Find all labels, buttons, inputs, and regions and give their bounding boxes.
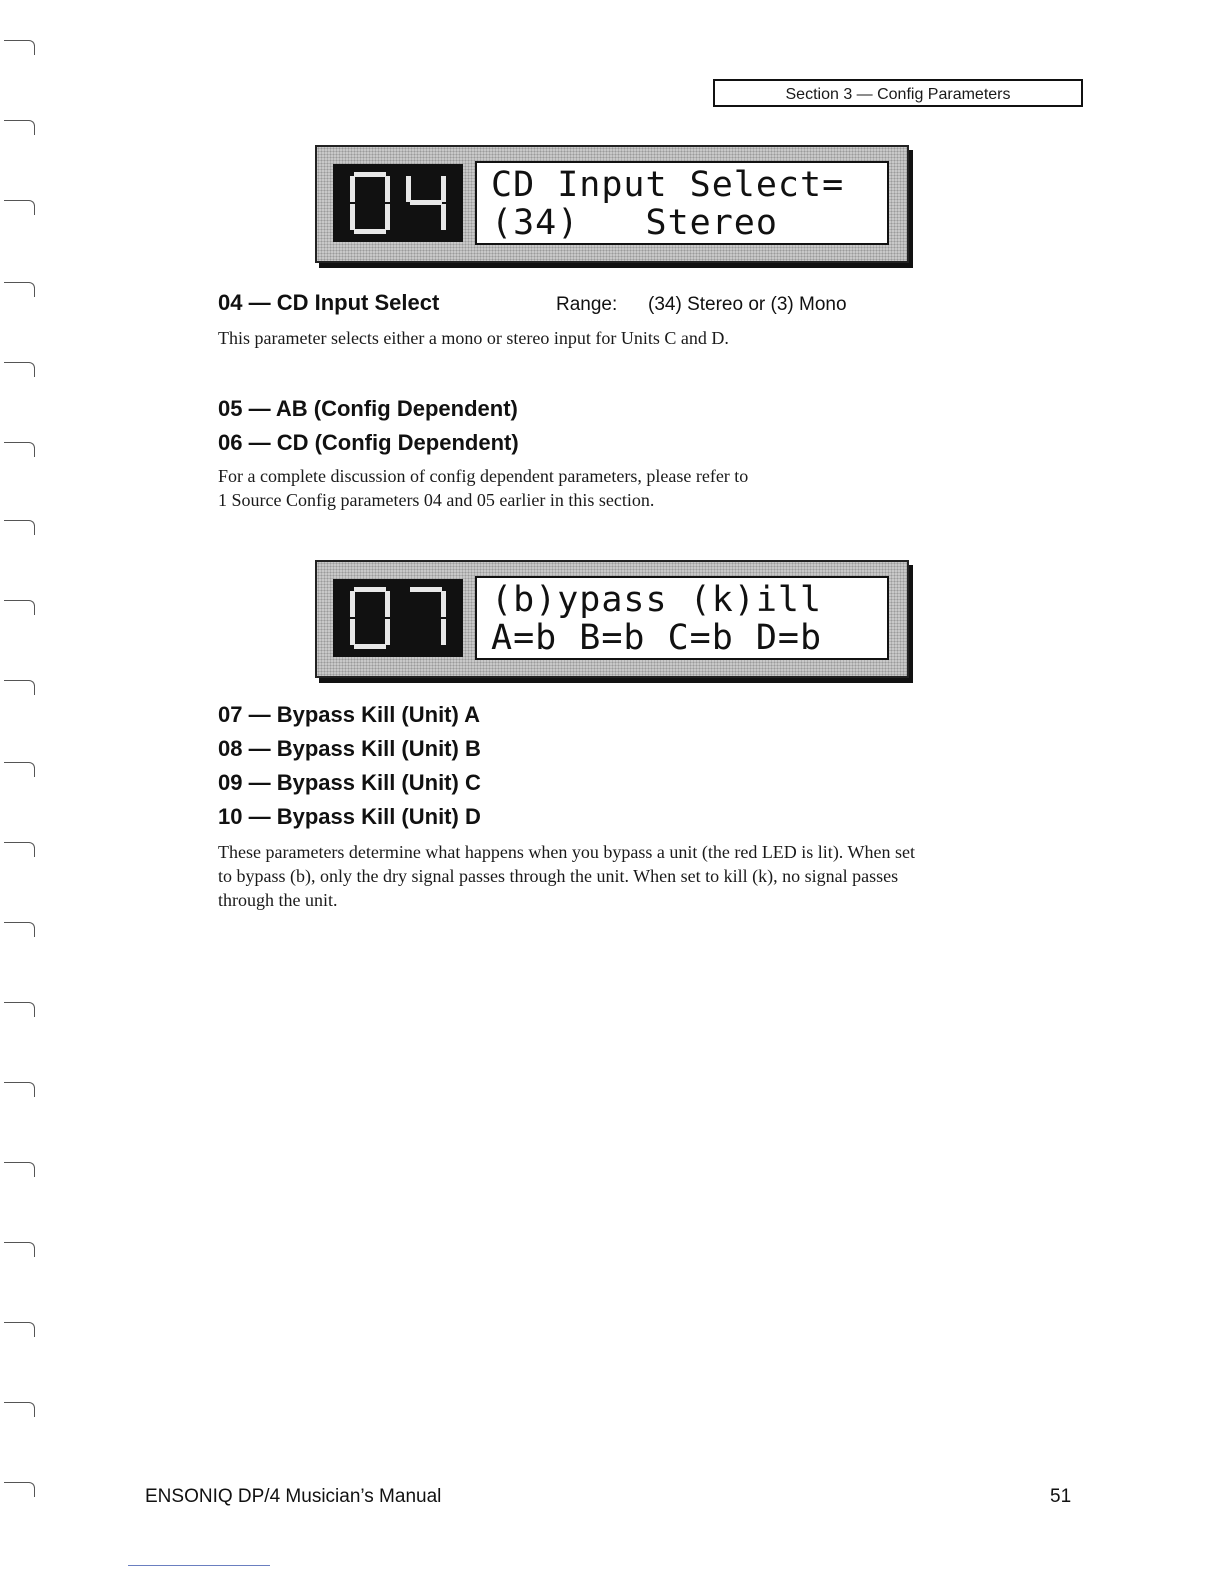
param-04-range-label: Range: xyxy=(556,294,618,315)
lcd-parameter-number xyxy=(333,164,463,242)
binding-mark xyxy=(4,600,35,615)
lcd-line-2: A=b B=b C=b D=b xyxy=(491,618,823,658)
lcd-line-1: (b)ypass (k)ill xyxy=(491,580,823,620)
lcd-text-screen xyxy=(475,576,889,660)
param-07-heading: 07 — Bypass Kill (Unit) A xyxy=(218,702,481,727)
lcd-display-04 xyxy=(315,145,909,263)
lcd-parameter-number xyxy=(333,579,463,657)
param-08-heading: 08 — Bypass Kill (Unit) B xyxy=(218,736,481,761)
binding-mark xyxy=(4,1082,35,1097)
binding-mark xyxy=(4,1002,35,1017)
section-header: Section 3 — Config Parameters xyxy=(713,79,1083,107)
binding-mark xyxy=(4,1482,35,1497)
param-05-heading: 05 — AB (Config Dependent) xyxy=(218,396,518,421)
bypass-description-line-3: through the unit. xyxy=(218,890,338,910)
binding-mark xyxy=(4,680,35,695)
binding-mark xyxy=(4,282,35,297)
param-04-range-value: (34) Stereo or (3) Mono xyxy=(648,294,847,315)
page-number: 51 xyxy=(1050,1486,1072,1507)
binding-mark xyxy=(4,842,35,857)
lcd-text-screen xyxy=(475,161,889,245)
seven-segment-digits-icon xyxy=(348,170,448,236)
param-04-heading: 04 — CD Input Select xyxy=(218,290,440,315)
bypass-description-line-2: to bypass (b), only the dry signal passes through the unit. When set to kill (k), no signal passes xyxy=(218,866,899,886)
bypass-description xyxy=(218,840,1098,912)
bottom-rule xyxy=(128,1565,270,1566)
binding-mark xyxy=(4,1242,35,1257)
binding-mark xyxy=(4,40,35,55)
lcd-line-2: (34) Stereo xyxy=(491,203,778,243)
binding-mark xyxy=(4,922,35,937)
binding-mark xyxy=(4,762,35,777)
binding-edge-marks xyxy=(0,0,40,1584)
binding-mark xyxy=(4,200,35,215)
param-10-heading: 10 — Bypass Kill (Unit) D xyxy=(218,804,481,829)
binding-mark xyxy=(4,520,35,535)
binding-mark xyxy=(4,1162,35,1177)
seven-segment-digits-icon xyxy=(348,585,448,651)
lcd-display-07 xyxy=(315,560,909,678)
binding-mark xyxy=(4,362,35,377)
lcd-line-1: CD Input Select= xyxy=(491,165,845,205)
binding-mark xyxy=(4,1322,35,1337)
param-06-description-line-2: 1 Source Config parameters 04 and 05 earlier in this section. xyxy=(218,490,655,510)
param-09-heading: 09 — Bypass Kill (Unit) C xyxy=(218,770,481,795)
binding-mark xyxy=(4,120,35,135)
param-06-description-line-1: For a complete discussion of config dependent parameters, please refer to xyxy=(218,466,749,486)
binding-mark xyxy=(4,442,35,457)
param-06-heading: 06 — CD (Config Dependent) xyxy=(218,430,519,455)
bypass-description-line-1: These parameters determine what happens when you bypass a unit (the red LED is lit). When set xyxy=(218,842,915,862)
binding-mark xyxy=(4,1402,35,1417)
manual-title: ENSONIQ DP/4 Musician’s Manual xyxy=(145,1486,442,1507)
param-06-description xyxy=(218,464,1018,512)
param-04-description: This parameter selects either a mono or stereo input for Units C and D. xyxy=(218,328,729,348)
